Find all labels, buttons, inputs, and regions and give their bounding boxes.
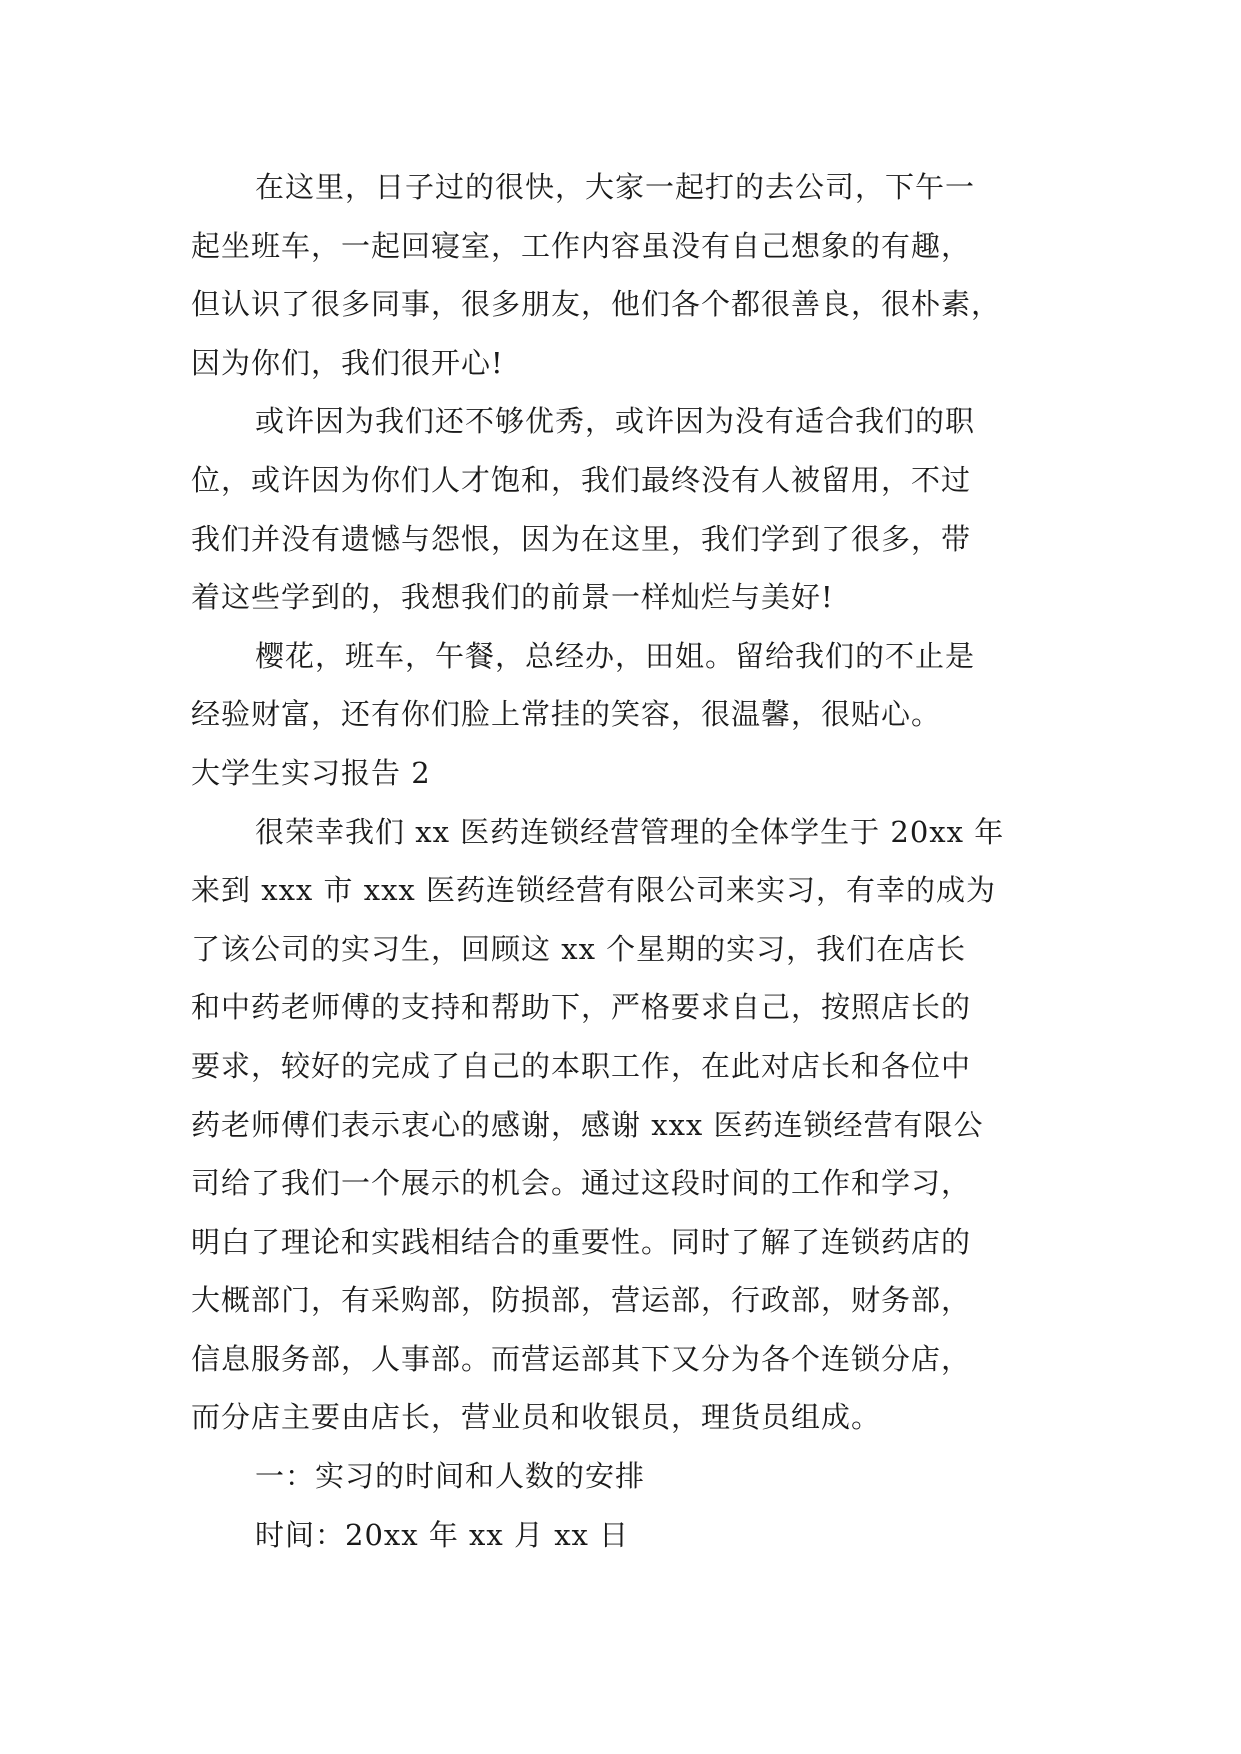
text-line: 要求，较好的完成了自己的本职工作，在此对店长和各位中 (191, 1048, 972, 1083)
paragraph-2 (191, 392, 1051, 626)
text-line: 着这些学到的，我想我们的前景一样灿烂与美好! (191, 580, 834, 615)
text-line: 明白了理论和实践相结合的重要性。同时了解了连锁药店的 (191, 1224, 972, 1259)
paragraph-3 (191, 627, 1051, 744)
document-body (191, 158, 1051, 1564)
paragraph-1 (191, 158, 1051, 392)
text-line: 司给了我们一个展示的机会。通过这段时间的工作和学习， (191, 1166, 972, 1201)
text-line: 药老师傅们表示衷心的感谢，感谢 xxx 医药连锁经营有限公 (191, 1107, 984, 1142)
text-line: 大概部门，有采购部，防损部，营运部，行政部，财务部， (191, 1283, 972, 1318)
paragraph-4 (191, 803, 1051, 1448)
time-line: 时间：20xx 年 xx 月 xx 日 (255, 1517, 630, 1552)
text-line: 和中药老师傅的支持和帮助下，严格要求自己，按照店长的 (191, 990, 972, 1025)
text-line: 信息服务部，人事部。而营运部其下又分为各个连锁分店， (191, 1341, 972, 1376)
report-heading: 大学生实习报告 2 (191, 755, 431, 790)
text-line: 而分店主要由店长，营业员和收银员，理货员组成。 (191, 1400, 882, 1435)
text-line: 经验财富，还有你们脸上常挂的笑容，很温馨，很贴心。 (191, 697, 942, 732)
text-line: 位，或许因为你们人才饱和，我们最终没有人被留用，不过 (191, 462, 972, 497)
text-line: 了该公司的实习生，回顾这 xx 个星期的实习，我们在店长 (191, 931, 967, 966)
text-line: 但认识了很多同事，很多朋友，他们各个都很善良，很朴素， (191, 287, 1002, 322)
text-line: 樱花，班车，午餐，总经办，田姐。留给我们的不止是 (255, 638, 976, 673)
text-line: 在这里，日子过的很快，大家一起打的去公司，下午一 (255, 170, 976, 204)
text-line: 起坐班车，一起回寝室，工作内容虽没有自己想象的有趣， (191, 228, 972, 263)
text-line: 或许因为我们还不够优秀，或许因为没有适合我们的职 (255, 404, 976, 439)
section-title: 一：实习的时间和人数的安排 (255, 1459, 646, 1494)
text-line: 因为你们，我们很开心! (191, 345, 504, 380)
text-line: 来到 xxx 市 xxx 医药连锁经营有限公司来实习，有幸的成为 (191, 873, 997, 908)
text-line: 我们并没有遗憾与怨恨，因为在这里，我们学到了很多，带 (191, 521, 972, 556)
text-line: 很荣幸我们 xx 医药连锁经营管理的全体学生于 20xx 年 (255, 814, 1005, 849)
